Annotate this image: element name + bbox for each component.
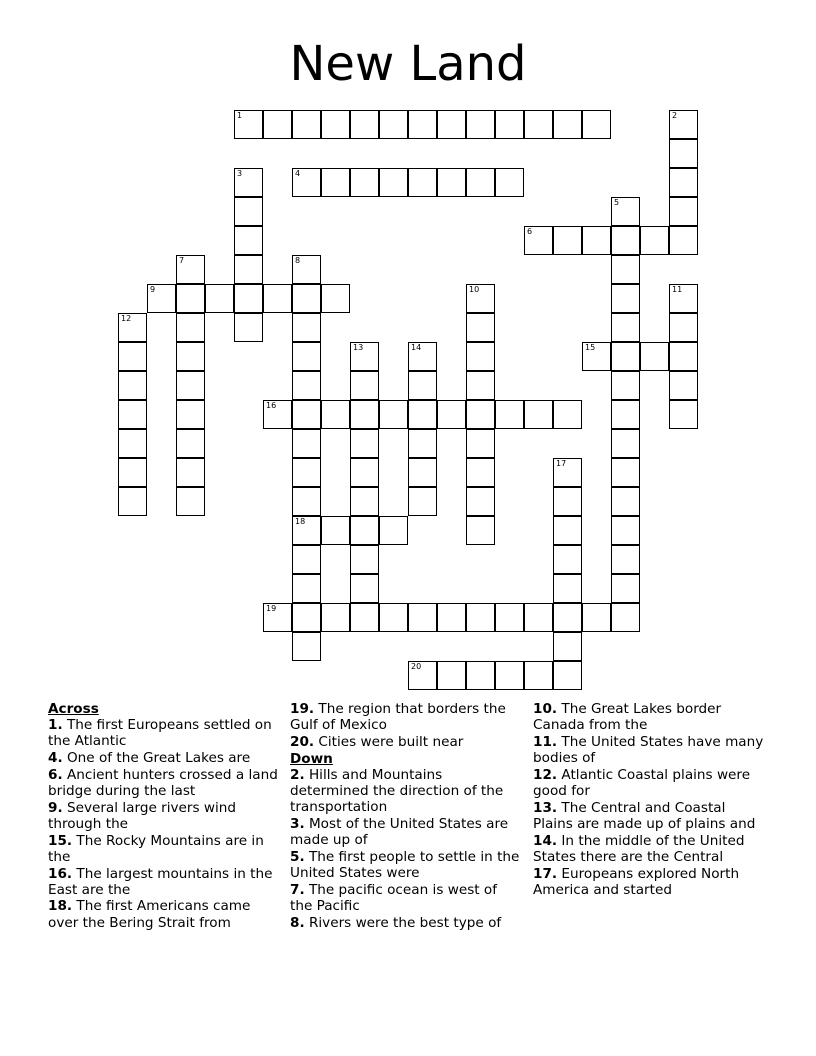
grid-cell[interactable] <box>437 168 466 197</box>
clue-number: 6 <box>527 227 533 236</box>
grid-cell[interactable] <box>176 284 205 313</box>
clue-item-text: Several large rivers wind through the <box>48 799 237 832</box>
grid-cell[interactable] <box>437 110 466 139</box>
grid-cell[interactable] <box>408 429 437 458</box>
clue-number: 19 <box>266 604 277 613</box>
grid-cell[interactable] <box>176 255 205 284</box>
grid-cell[interactable] <box>437 661 466 690</box>
grid-cell[interactable] <box>292 487 321 516</box>
grid-cell[interactable] <box>466 516 495 545</box>
grid-cell[interactable] <box>466 110 495 139</box>
grid-cell[interactable] <box>176 458 205 487</box>
grid-cell[interactable] <box>553 487 582 516</box>
grid-cell[interactable] <box>611 603 640 632</box>
grid-cell[interactable] <box>437 400 466 429</box>
clues-column-3 <box>533 701 765 898</box>
grid-cell[interactable] <box>466 313 495 342</box>
clue-number: 7 <box>179 256 185 265</box>
clue-number: 16 <box>266 401 277 410</box>
grid-cell[interactable] <box>350 342 379 371</box>
clue-item-text: The United States have many bodies of <box>533 733 764 767</box>
clue-item-text: Cities were built near <box>314 733 464 750</box>
clue-item <box>48 750 280 766</box>
grid-cell[interactable] <box>582 226 611 255</box>
grid-cell[interactable] <box>234 197 263 226</box>
grid-cell[interactable] <box>321 168 350 197</box>
grid-cell[interactable] <box>292 516 321 545</box>
grid-cell[interactable] <box>379 168 408 197</box>
grid-cell[interactable] <box>611 400 640 429</box>
grid-cell[interactable] <box>263 284 292 313</box>
grid-cell[interactable] <box>321 603 350 632</box>
clue-item <box>290 915 522 931</box>
grid-cell[interactable] <box>118 429 147 458</box>
clue-item-number: 9. <box>48 799 63 816</box>
grid-cell[interactable] <box>437 603 466 632</box>
grid-cell[interactable] <box>611 342 640 371</box>
grid-cell[interactable] <box>350 487 379 516</box>
clue-item-text: Europeans explored North America and started <box>533 865 740 898</box>
clue-number: 5 <box>614 198 620 207</box>
grid-cell[interactable] <box>292 429 321 458</box>
across-heading: Across <box>48 701 99 717</box>
grid-cell[interactable] <box>176 371 205 400</box>
grid-cell[interactable] <box>292 110 321 139</box>
grid-cell[interactable] <box>176 487 205 516</box>
clue-item-number: 1. <box>48 717 63 734</box>
grid-cell[interactable] <box>669 197 698 226</box>
grid-cell[interactable] <box>669 226 698 255</box>
grid-cell[interactable] <box>234 255 263 284</box>
clue-item-text: One of the Great Lakes are <box>62 750 251 767</box>
grid-cell[interactable] <box>350 603 379 632</box>
clue-item <box>48 767 280 799</box>
clue-item-text: In the middle of the United States there are the Central <box>533 832 745 865</box>
clue-item <box>290 767 522 816</box>
grid-cell[interactable] <box>640 226 669 255</box>
grid-cell[interactable] <box>553 574 582 603</box>
clue-number: 10 <box>469 285 480 294</box>
clue-item-number: 18. <box>48 898 73 915</box>
grid-cell[interactable] <box>524 226 553 255</box>
clue-item-number: 13. <box>533 799 558 816</box>
clue-item <box>533 866 765 898</box>
grid-cell[interactable] <box>379 603 408 632</box>
clue-item <box>533 734 765 766</box>
grid-cell[interactable] <box>611 487 640 516</box>
grid-cell[interactable] <box>669 110 698 139</box>
grid-cell[interactable] <box>553 516 582 545</box>
grid-cell[interactable] <box>263 110 292 139</box>
grid-cell[interactable] <box>321 110 350 139</box>
grid-cell[interactable] <box>611 545 640 574</box>
grid-cell[interactable] <box>669 400 698 429</box>
clue-item-text: The Central and Coastal Plains are made up of plains and <box>533 799 756 832</box>
clue-item-text: The largest mountains in the East are the <box>48 865 273 898</box>
grid-cell[interactable] <box>611 255 640 284</box>
clues-column-2 <box>290 701 522 931</box>
grid-cell[interactable] <box>669 342 698 371</box>
grid-cell[interactable] <box>350 371 379 400</box>
grid-cell[interactable] <box>118 342 147 371</box>
grid-cell[interactable] <box>292 371 321 400</box>
grid-cell[interactable] <box>379 110 408 139</box>
clue-item <box>290 734 522 750</box>
grid-cell[interactable] <box>350 458 379 487</box>
clue-item-number: 2. <box>290 766 305 783</box>
down-clue-list-continued <box>533 701 765 898</box>
grid-cell[interactable] <box>321 516 350 545</box>
clue-number: 11 <box>672 285 683 294</box>
grid-cell[interactable] <box>553 661 582 690</box>
clue-item <box>533 767 765 799</box>
grid-cell[interactable] <box>118 487 147 516</box>
grid-cell[interactable] <box>350 110 379 139</box>
grid-cell[interactable] <box>495 110 524 139</box>
grid-cell[interactable] <box>611 371 640 400</box>
grid-cell[interactable] <box>640 342 669 371</box>
clue-number: 18 <box>295 517 306 526</box>
clue-item <box>48 800 280 832</box>
grid-cell[interactable] <box>669 139 698 168</box>
clue-item <box>48 866 280 898</box>
grid-cell[interactable] <box>553 545 582 574</box>
grid-cell[interactable] <box>379 516 408 545</box>
grid-cell[interactable] <box>292 458 321 487</box>
grid-cell[interactable] <box>611 197 640 226</box>
clue-item-number: 20. <box>290 733 315 750</box>
grid-cell[interactable] <box>466 371 495 400</box>
grid-cell[interactable] <box>234 168 263 197</box>
clue-item-number: 10. <box>533 701 558 717</box>
grid-cell[interactable] <box>234 284 263 313</box>
grid-cell[interactable] <box>466 429 495 458</box>
grid-cell[interactable] <box>292 168 321 197</box>
clue-item <box>290 849 522 881</box>
grid-cell[interactable] <box>408 487 437 516</box>
clue-item-number: 3. <box>290 815 305 832</box>
grid-cell[interactable] <box>611 429 640 458</box>
clue-item-number: 16. <box>48 865 73 882</box>
grid-cell[interactable] <box>582 110 611 139</box>
down-heading: Down <box>290 750 333 767</box>
grid-cell[interactable] <box>408 458 437 487</box>
grid-cell[interactable] <box>408 661 437 690</box>
clue-item-number: 7. <box>290 881 305 898</box>
grid-cell[interactable] <box>553 458 582 487</box>
grid-cell[interactable] <box>321 284 350 313</box>
grid-cell[interactable] <box>669 313 698 342</box>
clue-item <box>533 800 765 832</box>
clue-item-number: 4. <box>48 750 63 767</box>
clue-number: 14 <box>411 343 422 352</box>
clue-item <box>533 833 765 865</box>
clue-item <box>533 701 765 733</box>
grid-cell[interactable] <box>669 168 698 197</box>
grid-cell[interactable] <box>669 371 698 400</box>
grid-cell[interactable] <box>582 603 611 632</box>
grid-cell[interactable] <box>582 342 611 371</box>
clue-item-number: 19. <box>290 701 315 717</box>
grid-cell[interactable] <box>205 284 234 313</box>
grid-cell[interactable] <box>611 284 640 313</box>
grid-cell[interactable] <box>466 342 495 371</box>
grid-cell[interactable] <box>466 603 495 632</box>
clue-item-text: The first Americans came over the Bering Strait from <box>48 898 251 931</box>
grid-cell[interactable] <box>176 429 205 458</box>
grid-cell[interactable] <box>292 400 321 429</box>
clue-item-number: 11. <box>533 733 558 750</box>
grid-cell[interactable] <box>263 603 292 632</box>
clue-item <box>48 898 280 930</box>
grid-cell[interactable] <box>350 545 379 574</box>
clue-number: 2 <box>672 111 678 120</box>
grid-cell[interactable] <box>234 226 263 255</box>
grid-cell[interactable] <box>234 110 263 139</box>
clue-item-number: 5. <box>290 848 305 865</box>
grid-cell[interactable] <box>350 400 379 429</box>
grid-cell[interactable] <box>524 400 553 429</box>
grid-cell[interactable] <box>350 574 379 603</box>
clue-item-text: Ancient hunters crossed a land bridge during the last <box>48 766 278 800</box>
grid-cell[interactable] <box>466 284 495 313</box>
grid-cell[interactable] <box>292 545 321 574</box>
puzzle-title: New Land <box>289 36 527 92</box>
clue-item <box>290 701 522 733</box>
grid-cell[interactable] <box>118 400 147 429</box>
grid-cell[interactable] <box>234 313 263 342</box>
clue-item <box>48 717 280 749</box>
grid-cell[interactable] <box>292 574 321 603</box>
grid-cell[interactable] <box>292 342 321 371</box>
clue-item-number: 15. <box>48 832 73 849</box>
clue-item-text: The Great Lakes border Canada from the <box>533 701 722 734</box>
grid-cell[interactable] <box>466 168 495 197</box>
grid-cell[interactable] <box>408 110 437 139</box>
grid-cell[interactable] <box>611 313 640 342</box>
grid-cell[interactable] <box>292 313 321 342</box>
clue-item <box>290 816 522 848</box>
grid-cell[interactable] <box>292 603 321 632</box>
grid-cell[interactable] <box>524 661 553 690</box>
clue-item-text: The first people to settle in the United States were <box>290 848 520 882</box>
clue-item <box>48 833 280 865</box>
grid-cell[interactable] <box>466 458 495 487</box>
clue-item-text: The pacific ocean is west of the Pacific <box>290 881 498 914</box>
clue-item-number: 14. <box>533 832 558 849</box>
clue-number: 12 <box>121 314 132 323</box>
across-clue-list <box>48 717 280 931</box>
grid-cell[interactable] <box>495 661 524 690</box>
grid-cell[interactable] <box>176 342 205 371</box>
grid-cell[interactable] <box>553 632 582 661</box>
down-clue-list <box>290 767 522 931</box>
clue-item-number: 12. <box>533 766 558 783</box>
grid-cell[interactable] <box>379 400 408 429</box>
grid-cell[interactable] <box>495 603 524 632</box>
clue-item-text: Hills and Mountains determined the direction of the transportation <box>290 766 504 816</box>
clue-number: 15 <box>585 343 596 352</box>
clue-item-text: The Rocky Mountains are in the <box>48 832 264 865</box>
grid-cell[interactable] <box>292 255 321 284</box>
grid-cell[interactable] <box>118 371 147 400</box>
clue-item-text: The region that borders the Gulf of Mexico <box>290 701 506 734</box>
grid-cell[interactable] <box>408 400 437 429</box>
grid-cell[interactable] <box>553 603 582 632</box>
grid-cell[interactable] <box>553 110 582 139</box>
grid-cell[interactable] <box>669 284 698 313</box>
grid-cell[interactable] <box>292 632 321 661</box>
grid-cell[interactable] <box>408 342 437 371</box>
grid-cell[interactable] <box>524 110 553 139</box>
grid-cell[interactable] <box>118 458 147 487</box>
grid-cell[interactable] <box>408 603 437 632</box>
grid-cell[interactable] <box>553 226 582 255</box>
clue-item <box>290 882 522 914</box>
grid-cell[interactable] <box>176 400 205 429</box>
clue-item-text: Atlantic Coastal plains were good for <box>533 766 751 800</box>
clue-item-text: Most of the United States are made up of <box>290 815 509 849</box>
clue-number: 3 <box>237 169 243 178</box>
grid-cell[interactable] <box>466 487 495 516</box>
clue-item-number: 6. <box>48 766 63 783</box>
grid-cell[interactable] <box>350 429 379 458</box>
grid-cell[interactable] <box>611 516 640 545</box>
grid-cell[interactable] <box>466 400 495 429</box>
grid-cell[interactable] <box>118 313 147 342</box>
clue-item-number: 17. <box>533 865 558 882</box>
grid-cell[interactable] <box>466 661 495 690</box>
clue-number: 4 <box>295 169 301 178</box>
clue-number: 17 <box>556 459 567 468</box>
grid-cell[interactable] <box>524 603 553 632</box>
clue-number: 9 <box>150 285 156 294</box>
grid-cell[interactable] <box>292 284 321 313</box>
grid-cell[interactable] <box>611 226 640 255</box>
grid-cell[interactable] <box>611 574 640 603</box>
grid-cell[interactable] <box>321 400 350 429</box>
grid-cell[interactable] <box>147 284 176 313</box>
grid-cell[interactable] <box>495 400 524 429</box>
clue-number: 13 <box>353 343 364 352</box>
across-clue-list-continued <box>290 701 522 750</box>
grid-cell[interactable] <box>350 516 379 545</box>
grid-cell[interactable] <box>176 313 205 342</box>
clue-number: 8 <box>295 256 301 265</box>
grid-cell[interactable] <box>495 168 524 197</box>
grid-cell[interactable] <box>553 400 582 429</box>
clue-number: 20 <box>411 662 422 671</box>
grid-cell[interactable] <box>263 400 292 429</box>
grid-cell[interactable] <box>611 458 640 487</box>
grid-cell[interactable] <box>350 168 379 197</box>
grid-cell[interactable] <box>408 168 437 197</box>
grid-cell[interactable] <box>408 371 437 400</box>
clues-column-1 <box>48 701 280 931</box>
clue-item-number: 8. <box>290 914 305 931</box>
clue-item-text: The first Europeans settled on the Atlantic <box>48 717 272 750</box>
clue-item-text: Rivers were the best type of <box>304 914 502 931</box>
clue-number: 1 <box>237 111 243 120</box>
